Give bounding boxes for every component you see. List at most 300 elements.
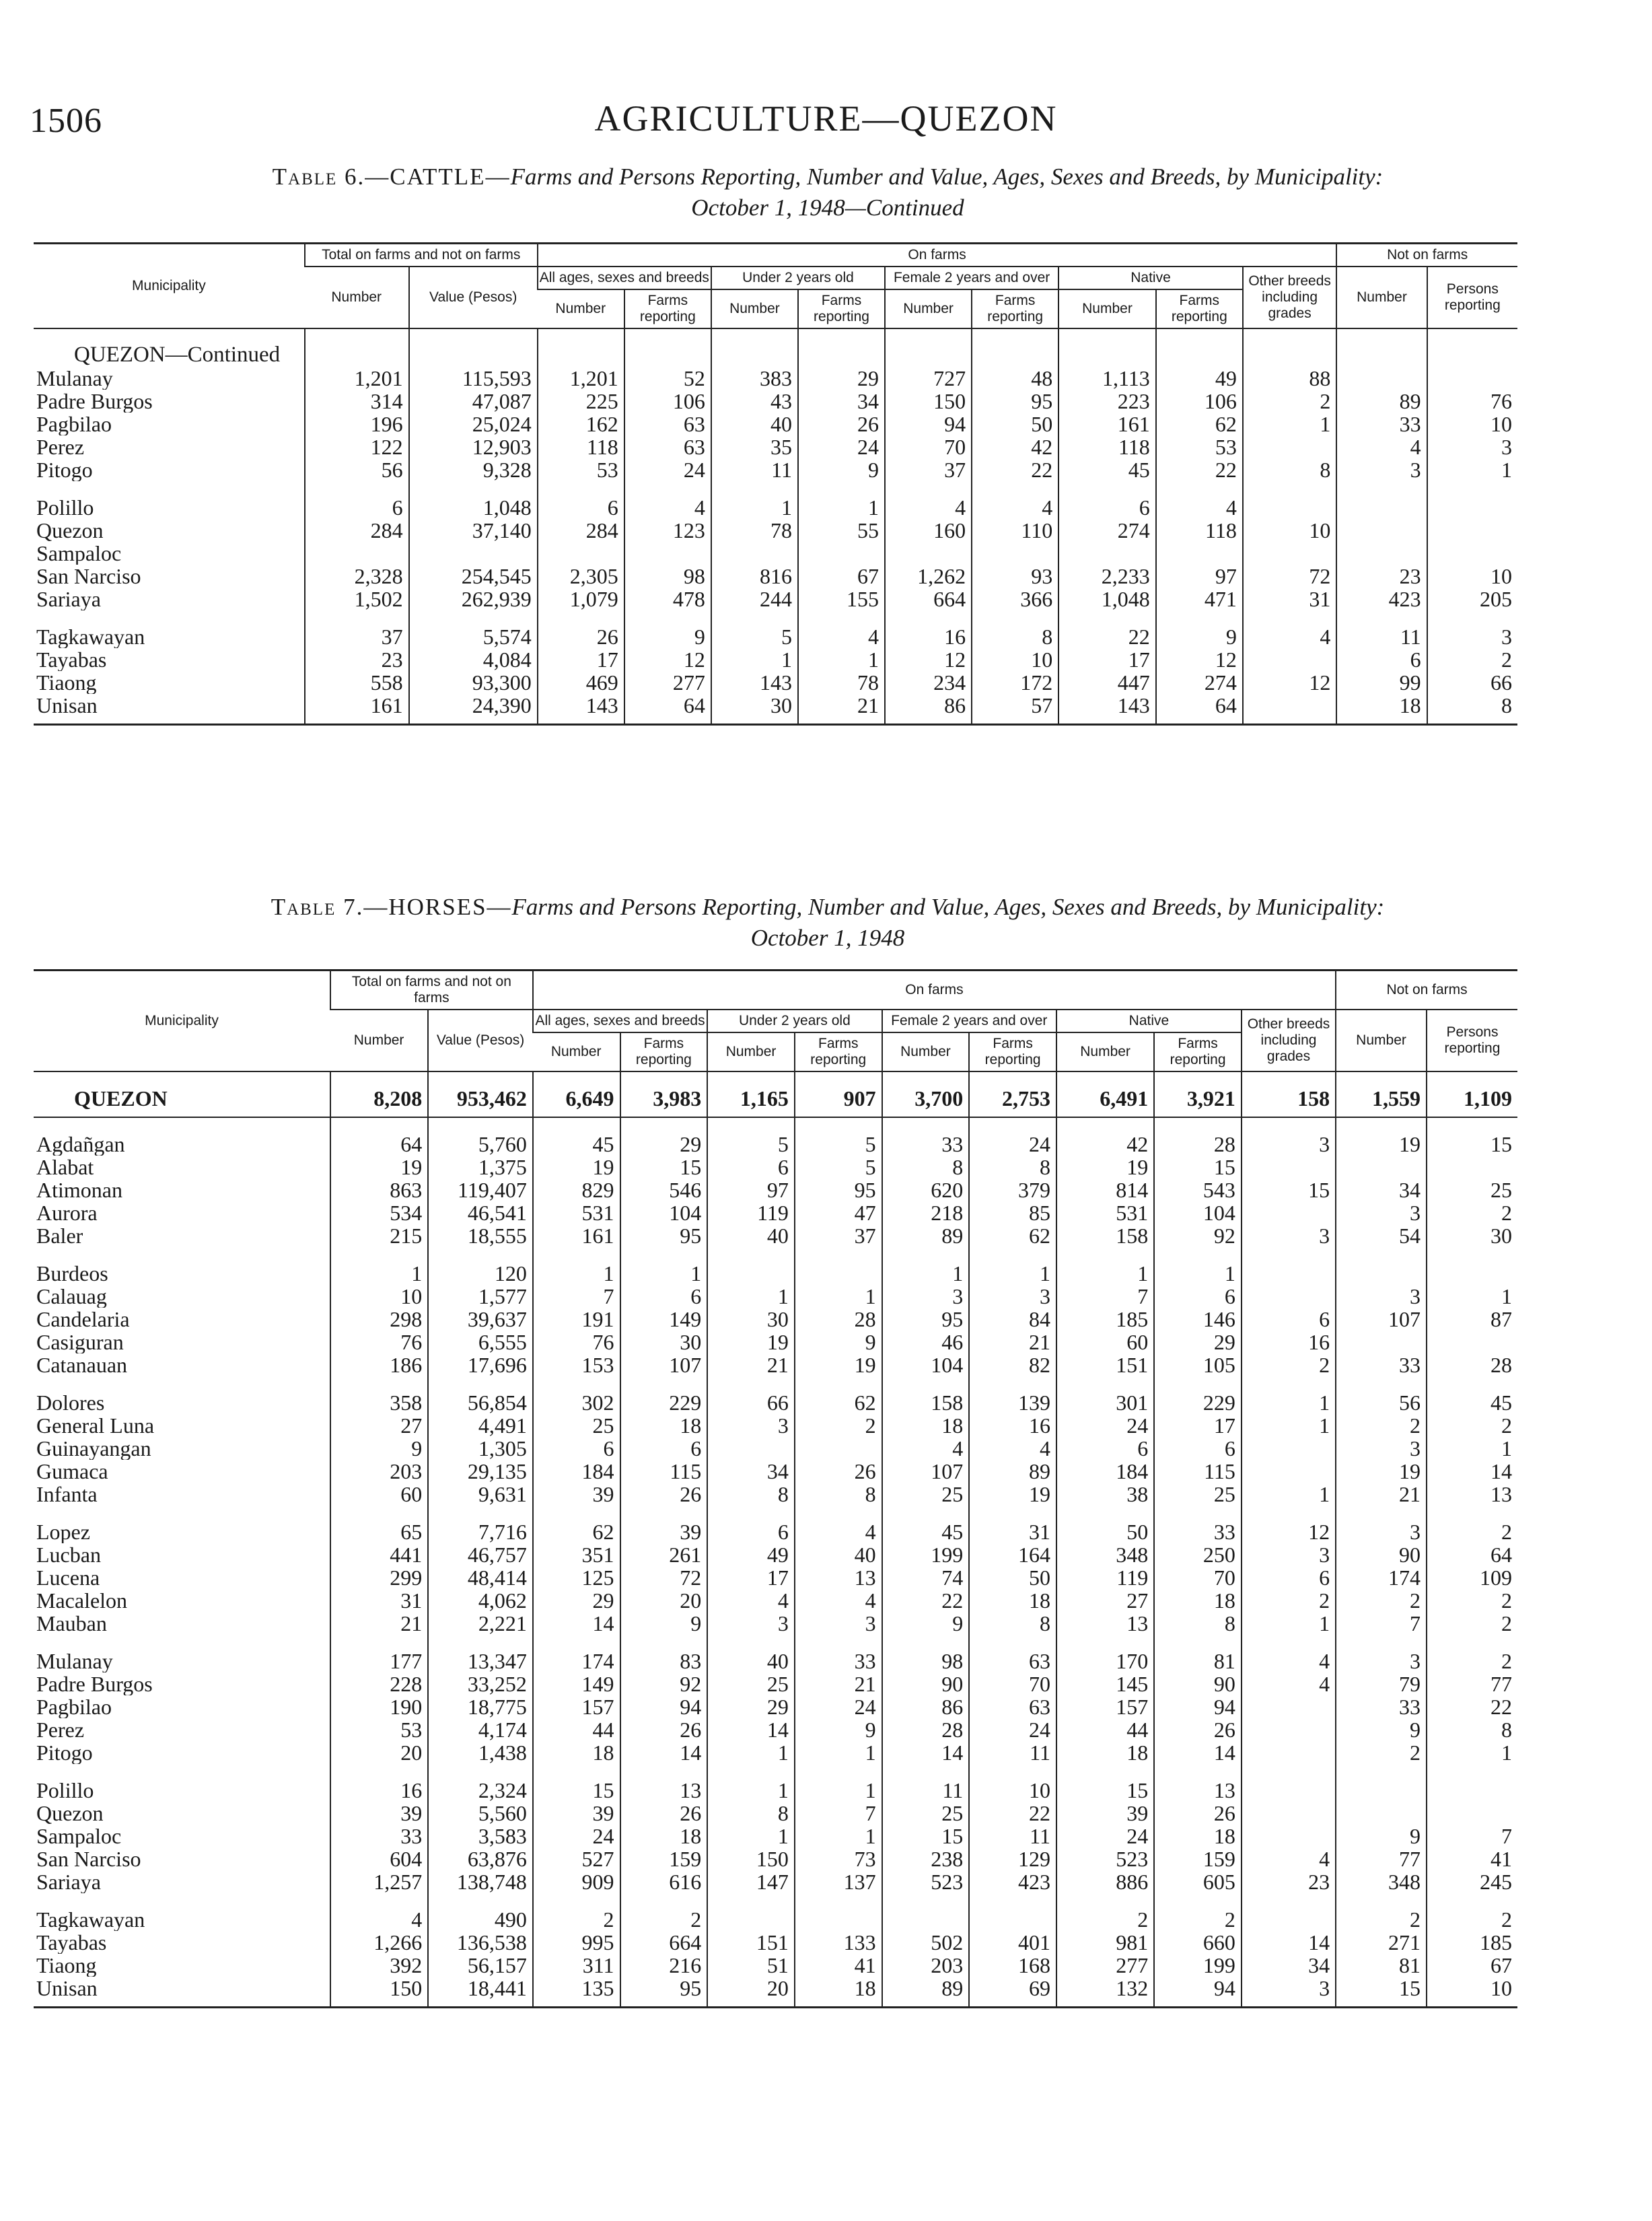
- header-total-number: Number: [305, 267, 409, 328]
- data-cell: 157: [1056, 1695, 1154, 1718]
- data-cell: 18: [882, 1414, 970, 1437]
- data-cell: 3: [707, 1414, 795, 1437]
- municipality-name: Tiaong: [36, 1954, 97, 1977]
- data-cell: 57: [972, 694, 1058, 725]
- data-cell: 14: [1154, 1741, 1242, 1764]
- data-cell: 95: [972, 390, 1058, 413]
- data-cell: [798, 542, 885, 565]
- data-cell: 95: [882, 1308, 970, 1331]
- data-cell: 47: [795, 1201, 882, 1224]
- table-row: [34, 1977, 1517, 2008]
- data-cell: 1: [707, 1285, 795, 1308]
- municipality-name: Perez: [36, 1718, 85, 1741]
- table7-caption: [40, 892, 1615, 954]
- table-row: [34, 1635, 1517, 1672]
- data-cell: 1: [969, 1247, 1056, 1285]
- data-cell: 118: [538, 435, 624, 458]
- data-cell: 56,157: [428, 1954, 533, 1977]
- data-cell: 60: [1056, 1331, 1154, 1353]
- data-cell: 203: [882, 1954, 970, 1977]
- data-cell: 9,328: [409, 458, 538, 481]
- data-cell: 3: [1427, 435, 1517, 458]
- data-cell: [1336, 367, 1427, 390]
- data-cell: 70: [969, 1672, 1056, 1695]
- municipality-name: Tayabas: [36, 648, 107, 671]
- data-cell: 37: [305, 610, 409, 648]
- data-cell: 28: [882, 1718, 970, 1741]
- data-cell: 89: [882, 1224, 970, 1247]
- data-cell: 50: [969, 1566, 1056, 1589]
- data-cell: 262,939: [409, 588, 538, 610]
- data-cell: 39: [533, 1483, 620, 1506]
- data-cell: 348: [1056, 1543, 1154, 1566]
- data-cell: 205: [1427, 588, 1517, 610]
- data-cell: 145: [1056, 1672, 1154, 1695]
- data-cell: 348: [1336, 1870, 1427, 1893]
- data-cell: 139: [969, 1376, 1056, 1414]
- data-cell: 250: [1154, 1543, 1242, 1566]
- data-cell: 60: [330, 1483, 428, 1506]
- data-cell: [1242, 1156, 1336, 1178]
- data-cell: 33: [882, 1117, 970, 1156]
- data-cell: 115: [1154, 1460, 1242, 1483]
- header-female-2: Female 2 years and over: [882, 1010, 1056, 1032]
- data-cell: [1242, 1741, 1336, 1764]
- table-row: [34, 1308, 1517, 1331]
- municipality-name: General Luna: [36, 1414, 155, 1437]
- data-cell: 46: [882, 1331, 970, 1353]
- data-cell: 81: [1154, 1635, 1242, 1672]
- total-cell: 2,753: [969, 1071, 1056, 1117]
- data-cell: 76: [1427, 390, 1517, 413]
- data-cell: 168: [969, 1954, 1056, 1977]
- data-cell: 13: [1056, 1612, 1154, 1635]
- data-cell: [1243, 481, 1337, 519]
- data-cell: 151: [707, 1931, 795, 1954]
- data-cell: 4: [972, 481, 1058, 519]
- data-cell: 26: [620, 1802, 708, 1825]
- data-cell: 25: [1154, 1483, 1242, 1506]
- data-cell: [1336, 1156, 1427, 1178]
- municipality-name: Padre Burgos: [36, 1672, 153, 1695]
- data-cell: 105: [1154, 1353, 1242, 1376]
- data-cell: 1: [1242, 1612, 1336, 1635]
- data-cell: 125: [533, 1566, 620, 1589]
- header-all-ages: All ages, sexes and breeds: [538, 267, 711, 289]
- municipality-name: Candelaria: [36, 1308, 130, 1331]
- data-cell: 95: [795, 1178, 882, 1201]
- header-total-value: Value (Pesos): [409, 267, 538, 328]
- data-cell: 54: [1336, 1224, 1427, 1247]
- data-cell: 33: [1336, 1353, 1427, 1376]
- table-row: [34, 1156, 1517, 1178]
- data-cell: 39: [1056, 1802, 1154, 1825]
- data-cell: 67: [798, 565, 885, 588]
- municipality-name: Sampaloc: [36, 542, 122, 565]
- data-cell: 4: [707, 1589, 795, 1612]
- data-cell: 2: [1056, 1893, 1154, 1931]
- data-cell: 136,538: [428, 1931, 533, 1954]
- data-cell: 223: [1058, 390, 1156, 413]
- data-cell: [1242, 1201, 1336, 1224]
- data-cell: 284: [538, 519, 624, 542]
- data-cell: 15: [620, 1156, 708, 1178]
- data-cell: 727: [885, 367, 972, 390]
- data-cell: 185: [1056, 1308, 1154, 1331]
- data-cell: [1427, 519, 1517, 542]
- data-cell: 12: [624, 648, 711, 671]
- data-cell: 90: [882, 1672, 970, 1695]
- data-cell: 40: [795, 1543, 882, 1566]
- municipality-name: Perez: [36, 435, 85, 458]
- data-cell: 177: [330, 1635, 428, 1672]
- data-cell: 3: [1242, 1224, 1336, 1247]
- header-number: Number: [882, 1032, 970, 1071]
- municipality-name: Quezon: [36, 1802, 104, 1825]
- data-cell: 161: [305, 694, 409, 725]
- data-cell: 25: [707, 1672, 795, 1695]
- data-cell: 143: [1058, 694, 1156, 725]
- data-cell: [1243, 694, 1337, 725]
- data-cell: 146: [1154, 1308, 1242, 1331]
- data-cell: 558: [305, 671, 409, 694]
- data-cell: 44: [1056, 1718, 1154, 1741]
- data-cell: 6: [1154, 1437, 1242, 1460]
- data-cell: 51: [707, 1954, 795, 1977]
- data-cell: 191: [533, 1308, 620, 1331]
- data-cell: 8: [969, 1156, 1056, 1178]
- data-cell: [1427, 1156, 1517, 1178]
- data-cell: 67: [1427, 1954, 1517, 1977]
- data-cell: 4: [969, 1437, 1056, 1460]
- data-cell: 1: [795, 1764, 882, 1802]
- data-cell: [1243, 542, 1337, 565]
- data-cell: 78: [798, 671, 885, 694]
- data-cell: 66: [1427, 671, 1517, 694]
- data-cell: 5,560: [428, 1802, 533, 1825]
- data-cell: [1427, 542, 1517, 565]
- data-cell: [1243, 435, 1337, 458]
- data-cell: [624, 542, 711, 565]
- data-cell: 534: [330, 1201, 428, 1224]
- data-cell: 1: [330, 1247, 428, 1285]
- data-cell: 261: [620, 1543, 708, 1566]
- data-cell: 87: [1427, 1308, 1517, 1331]
- total-cell: 8,208: [330, 1071, 428, 1117]
- data-cell: 104: [882, 1353, 970, 1376]
- data-cell: [305, 542, 409, 565]
- data-cell: 17: [538, 648, 624, 671]
- total-cell: 6,491: [1056, 1071, 1154, 1117]
- data-cell: 15: [533, 1764, 620, 1802]
- data-cell: 63: [969, 1695, 1056, 1718]
- data-cell: 93,300: [409, 671, 538, 694]
- data-cell: 392: [330, 1954, 428, 1977]
- data-cell: 277: [1056, 1954, 1154, 1977]
- data-cell: 94: [1154, 1977, 1242, 2008]
- data-cell: 274: [1156, 671, 1243, 694]
- data-cell: 21: [330, 1612, 428, 1635]
- data-cell: 1: [1154, 1247, 1242, 1285]
- data-cell: 531: [533, 1201, 620, 1224]
- data-cell: 30: [620, 1331, 708, 1353]
- data-cell: 4: [1243, 610, 1337, 648]
- data-cell: 2,324: [428, 1764, 533, 1802]
- data-cell: 10: [969, 1764, 1056, 1802]
- data-cell: 4,174: [428, 1718, 533, 1741]
- data-cell: 2: [1427, 1589, 1517, 1612]
- data-cell: 23: [305, 648, 409, 671]
- data-cell: 40: [707, 1224, 795, 1247]
- data-cell: 65: [330, 1506, 428, 1543]
- data-cell: 150: [885, 390, 972, 413]
- data-cell: 664: [620, 1931, 708, 1954]
- data-cell: 1,201: [305, 367, 409, 390]
- data-cell: 9: [795, 1718, 882, 1741]
- data-cell: 133: [795, 1931, 882, 1954]
- data-cell: 52: [624, 367, 711, 390]
- data-cell: 98: [882, 1635, 970, 1672]
- data-cell: 863: [330, 1178, 428, 1201]
- data-cell: 3: [1336, 1506, 1427, 1543]
- data-cell: 4: [624, 481, 711, 519]
- data-cell: 34: [1242, 1954, 1336, 1977]
- data-cell: 6: [1058, 481, 1156, 519]
- cattle-table: [34, 242, 1517, 726]
- data-cell: 8: [1427, 1718, 1517, 1741]
- data-cell: 149: [620, 1308, 708, 1331]
- data-cell: 203: [330, 1460, 428, 1483]
- data-cell: 1: [1427, 1437, 1517, 1460]
- data-cell: 12: [1242, 1506, 1336, 1543]
- data-cell: 155: [798, 588, 885, 610]
- data-cell: 2: [1427, 1414, 1517, 1437]
- data-cell: 70: [1154, 1566, 1242, 1589]
- data-cell: 13,347: [428, 1635, 533, 1672]
- data-cell: 33: [1336, 1695, 1427, 1718]
- table-row: [34, 1741, 1517, 1764]
- data-cell: 190: [330, 1695, 428, 1718]
- data-cell: 22: [969, 1802, 1056, 1825]
- data-cell: 271: [1336, 1931, 1427, 1954]
- group-label: QUEZON—Continued: [74, 343, 281, 367]
- data-cell: 150: [330, 1977, 428, 2008]
- data-cell: 9: [1336, 1825, 1427, 1847]
- header-total-value: Value (Pesos): [428, 1010, 533, 1071]
- data-cell: 10: [972, 648, 1058, 671]
- data-cell: 523: [1056, 1847, 1154, 1870]
- total-cell: 907: [795, 1071, 882, 1117]
- header-not-number: Number: [1336, 1010, 1427, 1071]
- data-cell: 7: [533, 1285, 620, 1308]
- data-cell: 53: [1156, 435, 1243, 458]
- data-cell: 523: [882, 1870, 970, 1893]
- header-farms-reporting: Farms reporting: [1156, 289, 1243, 328]
- data-cell: [1242, 1893, 1336, 1931]
- table-row: [34, 1414, 1517, 1437]
- data-cell: 660: [1154, 1931, 1242, 1954]
- table7-caption-subject: Farms and Persons Reporting, Number and Value, Ages, Sexes and Breeds, by Municipality:: [511, 894, 1385, 920]
- header-number: Number: [707, 1032, 795, 1071]
- data-cell: 78: [711, 519, 798, 542]
- data-cell: 90: [1336, 1543, 1427, 1566]
- data-cell: 34: [1336, 1178, 1427, 1201]
- data-cell: [885, 542, 972, 565]
- data-cell: 816: [711, 565, 798, 588]
- data-cell: 15: [1242, 1178, 1336, 1201]
- data-cell: 3: [1242, 1543, 1336, 1566]
- data-cell: 50: [1056, 1506, 1154, 1543]
- data-cell: 14: [882, 1741, 970, 1764]
- data-cell: 2: [1427, 1893, 1517, 1931]
- data-cell: 6: [620, 1437, 708, 1460]
- data-cell: 9: [795, 1331, 882, 1353]
- data-cell: 2: [1242, 1353, 1336, 1376]
- municipality-name: Polillo: [36, 1778, 94, 1802]
- table-row: [34, 588, 1517, 610]
- data-cell: 29: [707, 1695, 795, 1718]
- data-cell: 1: [1427, 458, 1517, 481]
- data-cell: 471: [1156, 588, 1243, 610]
- data-cell: 229: [1154, 1376, 1242, 1414]
- municipality-name: Unisan: [34, 694, 305, 725]
- data-cell: [1242, 1247, 1336, 1285]
- municipality-name: Pagbilao: [36, 1695, 112, 1718]
- data-cell: 14: [707, 1718, 795, 1741]
- header-persons-reporting: Persons reporting: [1427, 1010, 1517, 1071]
- data-cell: 109: [1427, 1566, 1517, 1589]
- data-cell: 12: [885, 648, 972, 671]
- data-cell: 7: [1056, 1285, 1154, 1308]
- data-cell: 18,555: [428, 1224, 533, 1247]
- data-cell: 63,876: [428, 1847, 533, 1870]
- data-cell: 13: [795, 1566, 882, 1589]
- total-cell: 3,983: [620, 1071, 708, 1117]
- data-cell: 1: [1427, 1285, 1517, 1308]
- data-cell: 620: [882, 1178, 970, 1201]
- data-cell: 135: [533, 1977, 620, 2008]
- data-cell: 159: [620, 1847, 708, 1870]
- data-cell: 83: [620, 1635, 708, 1672]
- data-cell: 2: [1427, 1612, 1517, 1635]
- data-cell: 1: [620, 1247, 708, 1285]
- data-cell: 2: [1427, 1201, 1517, 1224]
- data-cell: 69: [969, 1977, 1056, 2008]
- data-cell: 43: [711, 390, 798, 413]
- data-cell: 10: [1427, 413, 1517, 435]
- data-cell: 23: [1242, 1870, 1336, 1893]
- data-cell: 351: [533, 1543, 620, 1566]
- data-cell: 6: [305, 481, 409, 519]
- data-cell: 185: [1427, 1931, 1517, 1954]
- municipality-name: Agdañgan: [36, 1132, 125, 1156]
- page-title: AGRICULTURE—QUEZON: [594, 98, 1058, 139]
- data-cell: [795, 1893, 882, 1931]
- data-cell: 41: [1427, 1847, 1517, 1870]
- table-row: [34, 1460, 1517, 1483]
- data-cell: 423: [969, 1870, 1056, 1893]
- data-cell: 15: [882, 1825, 970, 1847]
- data-cell: 81: [1336, 1954, 1427, 1977]
- data-cell: 39: [533, 1802, 620, 1825]
- header-municipality: Municipality: [34, 971, 330, 1072]
- data-cell: 104: [620, 1201, 708, 1224]
- data-cell: 33: [795, 1635, 882, 1672]
- data-cell: 88: [1243, 367, 1337, 390]
- data-cell: 22: [1427, 1695, 1517, 1718]
- header-all-ages: All ages, sexes and breeds: [533, 1010, 707, 1032]
- municipality-name: Alabat: [36, 1156, 94, 1178]
- data-cell: [538, 542, 624, 565]
- data-cell: 14: [1242, 1931, 1336, 1954]
- data-cell: 73: [795, 1847, 882, 1870]
- data-cell: 19: [969, 1483, 1056, 1506]
- data-cell: 118: [1058, 435, 1156, 458]
- header-not-on-farms: Not on farms: [1336, 244, 1517, 267]
- municipality-name: Burdeos: [36, 1261, 108, 1285]
- header-on-farms: On farms: [533, 971, 1336, 1010]
- data-cell: 106: [624, 390, 711, 413]
- data-cell: 13: [1427, 1483, 1517, 1506]
- table-row: [34, 1247, 1517, 1285]
- total-cell: 158: [1242, 1071, 1336, 1117]
- table-row: [34, 1353, 1517, 1376]
- data-cell: 9,631: [428, 1483, 533, 1506]
- data-cell: 64: [624, 694, 711, 725]
- data-cell: 13: [620, 1764, 708, 1802]
- data-cell: [1427, 1764, 1517, 1802]
- data-cell: 1,262: [885, 565, 972, 588]
- data-cell: 6: [707, 1156, 795, 1178]
- data-cell: 56: [305, 458, 409, 481]
- data-cell: 33: [330, 1825, 428, 1847]
- data-cell: 8: [1154, 1612, 1242, 1635]
- data-cell: 45: [1427, 1376, 1517, 1414]
- data-cell: 886: [1056, 1870, 1154, 1893]
- data-cell: 90: [1154, 1672, 1242, 1695]
- data-cell: 2,233: [1058, 565, 1156, 588]
- data-cell: 29: [1154, 1331, 1242, 1353]
- data-cell: 26: [620, 1483, 708, 1506]
- data-cell: 3: [1336, 1201, 1427, 1224]
- municipality-name: Gumaca: [36, 1460, 108, 1483]
- table-row: [34, 694, 1517, 725]
- table-row: [34, 413, 1517, 435]
- data-cell: 56: [1336, 1376, 1427, 1414]
- data-cell: 1: [795, 1825, 882, 1847]
- data-cell: 2: [1336, 1893, 1427, 1931]
- data-cell: 115: [620, 1460, 708, 1483]
- data-cell: 216: [620, 1954, 708, 1977]
- data-cell: 62: [969, 1224, 1056, 1247]
- data-cell: 543: [1154, 1178, 1242, 1201]
- data-cell: 39: [620, 1506, 708, 1543]
- data-cell: 72: [1243, 565, 1337, 588]
- data-cell: 8: [707, 1802, 795, 1825]
- data-cell: 10: [330, 1285, 428, 1308]
- data-cell: 31: [1243, 588, 1337, 610]
- data-cell: 6: [1336, 648, 1427, 671]
- data-cell: 3: [1427, 610, 1517, 648]
- data-cell: 5,760: [428, 1117, 533, 1156]
- data-cell: 158: [882, 1376, 970, 1414]
- data-cell: 298: [330, 1308, 428, 1331]
- table-row: [34, 648, 1517, 671]
- table-row: [34, 1672, 1517, 1695]
- table-row: [34, 1285, 1517, 1308]
- data-cell: 25: [1427, 1178, 1517, 1201]
- municipality-name: Tayabas: [36, 1931, 107, 1954]
